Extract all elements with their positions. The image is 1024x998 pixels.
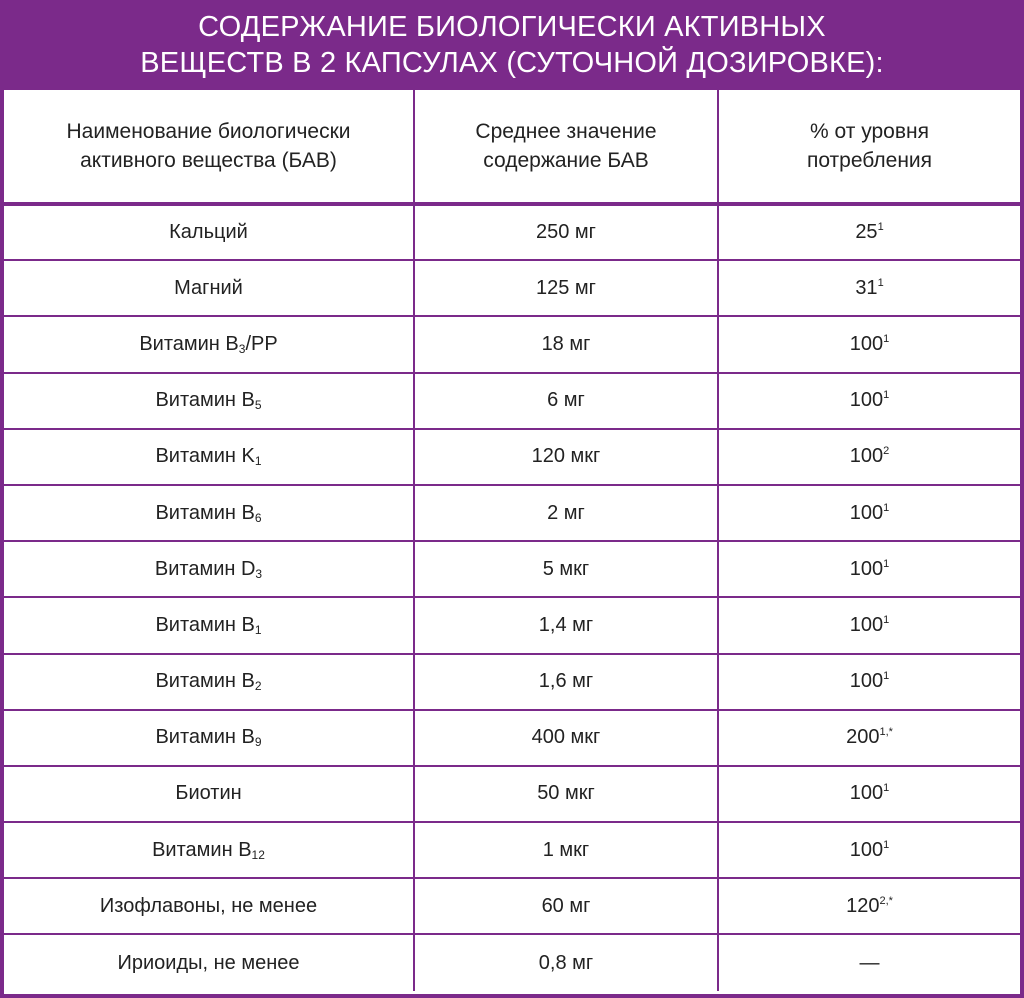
substance-name-cell xyxy=(4,429,414,485)
percent-value: 31 xyxy=(855,276,878,299)
average-value-cell: 1 мкг xyxy=(414,822,718,878)
percent-value: 120 xyxy=(846,894,880,917)
average-value-cell: 125 мг xyxy=(414,260,718,316)
percent-intake-cell xyxy=(718,597,1020,653)
substance-subscript: 3 xyxy=(255,566,263,581)
column-header-name: Наименование биологически активного вещества (БАВ) xyxy=(4,90,414,204)
percent-intake-cell xyxy=(718,541,1020,597)
substance-name: Витамин B xyxy=(155,670,255,693)
table-row xyxy=(4,373,1020,429)
substance-subscript: 9 xyxy=(254,735,262,750)
table-row xyxy=(4,204,1020,260)
title-banner xyxy=(4,0,1020,90)
average-value-cell: 60 мг xyxy=(414,878,718,934)
substance-name-cell xyxy=(4,204,414,260)
footnote-marker: 1 xyxy=(883,501,890,514)
average-value-cell: 120 мкг xyxy=(414,429,718,485)
substance-name: Витамин B xyxy=(155,613,255,636)
footnote-marker: 1 xyxy=(883,782,890,795)
substance-name-cell xyxy=(4,822,414,878)
percent-intake-cell xyxy=(718,654,1020,710)
percent-value: 100 xyxy=(849,838,884,861)
percent-value: 200 xyxy=(846,726,880,749)
percent-value: 25 xyxy=(855,221,878,244)
footnote-marker: 2 xyxy=(883,445,890,458)
percent-intake-cell xyxy=(718,934,1020,990)
substance-name: Изофлавоны, не менее xyxy=(99,894,318,917)
substance-name: Магний xyxy=(174,276,243,299)
table-row xyxy=(4,710,1020,766)
table-row xyxy=(4,541,1020,597)
substance-name-cell xyxy=(4,260,414,316)
substance-subscript: 1 xyxy=(254,622,262,637)
footnote-marker: 1 xyxy=(883,613,890,626)
footnote-marker: 1 xyxy=(877,276,884,289)
substance-name-cell xyxy=(4,541,414,597)
percent-value: — xyxy=(859,951,880,974)
table-header-row xyxy=(4,90,1020,204)
percent-intake-cell xyxy=(718,260,1020,316)
substance-name: Витамин B xyxy=(155,501,255,524)
average-value-cell: 250 мг xyxy=(414,204,718,260)
percent-intake-cell xyxy=(718,204,1020,260)
substance-name: Биотин xyxy=(175,782,242,805)
substance-name-cell xyxy=(4,373,414,429)
substance-name: Витамин K xyxy=(155,445,255,468)
column-header-value: Среднее значение содержание БАВ xyxy=(414,90,718,204)
footnote-marker: 1 xyxy=(877,221,884,234)
percent-value: 100 xyxy=(849,557,884,580)
average-value-cell: 0,8 мг xyxy=(414,934,718,990)
substance-subscript: 3 xyxy=(238,341,246,356)
percent-intake-cell xyxy=(718,766,1020,822)
average-value-cell: 2 мг xyxy=(414,485,718,541)
substance-name: Витамин B xyxy=(139,332,239,355)
percent-value: 100 xyxy=(849,670,884,693)
substance-subscript: 1 xyxy=(254,454,262,469)
substance-subscript: 12 xyxy=(251,847,265,862)
substance-subscript: 5 xyxy=(254,398,262,413)
footnote-marker: 1 xyxy=(883,670,890,683)
bav-table xyxy=(4,90,1020,991)
table-body xyxy=(4,204,1020,991)
percent-intake-cell xyxy=(718,822,1020,878)
percent-intake-cell xyxy=(718,316,1020,372)
column-header-percent: % от уровня потребления xyxy=(718,90,1020,204)
table-row xyxy=(4,597,1020,653)
percent-intake-cell xyxy=(718,878,1020,934)
percent-intake-cell xyxy=(718,485,1020,541)
percent-value: 100 xyxy=(849,613,884,636)
table-row xyxy=(4,766,1020,822)
percent-value: 100 xyxy=(849,445,884,468)
footnote-marker: 1 xyxy=(883,332,890,345)
table-row xyxy=(4,654,1020,710)
table-row xyxy=(4,316,1020,372)
substance-name-cell xyxy=(4,654,414,710)
table-row xyxy=(4,878,1020,934)
average-value-cell: 1,6 мг xyxy=(414,654,718,710)
table-row xyxy=(4,260,1020,316)
page-title: СОДЕРЖАНИЕ БИОЛОГИЧЕСКИ АКТИВНЫХ ВЕЩЕСТВ В 2 КАПСУЛАХ (СУТОЧНОЙ ДОЗИРОВКЕ): xyxy=(140,11,884,79)
table-row xyxy=(4,429,1020,485)
substance-name-cell xyxy=(4,710,414,766)
substance-subscript: 6 xyxy=(254,510,262,525)
substance-name-cell xyxy=(4,878,414,934)
percent-intake-cell xyxy=(718,373,1020,429)
substance-name: Витамин B xyxy=(155,726,255,749)
percent-intake-cell xyxy=(718,429,1020,485)
average-value-cell: 400 мкг xyxy=(414,710,718,766)
percent-value: 100 xyxy=(849,501,884,524)
substance-name: Кальций xyxy=(169,221,248,244)
substance-name: Витамин B xyxy=(155,389,255,412)
footnote-marker: 1 xyxy=(883,389,890,402)
substance-name: Витамин D xyxy=(154,557,256,580)
footnote-marker: 1 xyxy=(883,557,890,570)
table-row xyxy=(4,934,1020,990)
footnote-marker: 1,* xyxy=(879,726,893,739)
substance-subscript: 2 xyxy=(254,679,262,694)
average-value-cell: 50 мкг xyxy=(414,766,718,822)
average-value-cell: 5 мкг xyxy=(414,541,718,597)
footnote-marker: 1 xyxy=(883,838,890,851)
substance-name: Ириоиды, не менее xyxy=(117,951,300,974)
table-row xyxy=(4,822,1020,878)
substance-name-cell xyxy=(4,934,414,990)
substance-name-cell xyxy=(4,316,414,372)
substance-name-cell xyxy=(4,766,414,822)
table-row xyxy=(4,485,1020,541)
percent-intake-cell xyxy=(718,710,1020,766)
substance-suffix: /PP xyxy=(245,332,278,355)
percent-value: 100 xyxy=(849,332,884,355)
percent-value: 100 xyxy=(849,782,884,805)
percent-value: 100 xyxy=(849,389,884,412)
substance-name-cell xyxy=(4,485,414,541)
footnote-marker: 2,* xyxy=(879,894,893,907)
average-value-cell: 18 мг xyxy=(414,316,718,372)
average-value-cell: 1,4 мг xyxy=(414,597,718,653)
substance-name: Витамин B xyxy=(152,838,252,861)
average-value-cell: 6 мг xyxy=(414,373,718,429)
substance-name-cell xyxy=(4,597,414,653)
